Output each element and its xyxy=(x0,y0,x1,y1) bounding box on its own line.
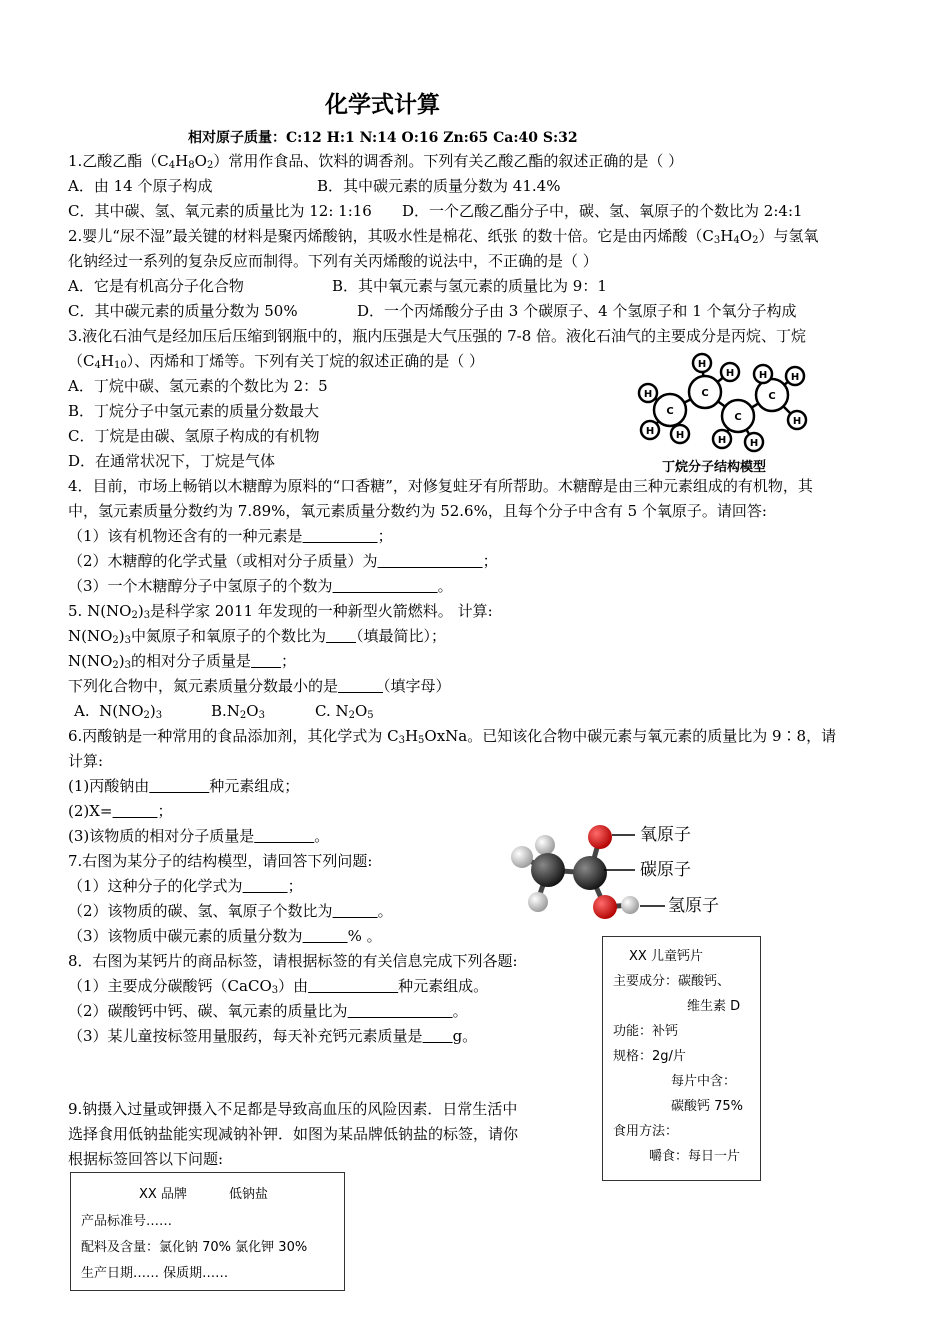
legend-carbon: 碳原子 xyxy=(640,860,691,880)
q7-part1: （1）这种分子的化学式为 ； xyxy=(68,877,303,895)
q7-part3: （3）该物质中碳元素的质量分数为 % 。 xyxy=(68,927,382,945)
q1-option-c: C．其中碳、氢、氧元素的质量比为 12: 1:16 xyxy=(68,202,372,220)
svg-text:H: H xyxy=(675,430,685,441)
q1-option-d: D．一个乙酸乙酯分子中，碳、氢、氧原子的个数比为 2:4:1 xyxy=(402,202,803,220)
svg-text:C: C xyxy=(734,412,742,423)
legend-oxygen: 氧原子 xyxy=(640,825,691,845)
q3-stem-line1: 3.液化石油气是经加压后压缩到钢瓶中的，瓶内压强是大气压强的 7-8 倍。液化石油气的主要成分是丙烷、丁烷 xyxy=(68,327,807,345)
q4-part1: （1）该有机物还含有的一种元素是 ； xyxy=(68,527,393,545)
q2-stem-line1: 2.婴儿“尿不湿”最关键的材料是聚丙烯酸钠，其吸水性是棉花、纸张 的数十倍。它是由丙烯酸$(C_3H_4O_2)$与氢氧 xyxy=(68,227,819,246)
salt-label-date: 生产日期…… 保质期…… xyxy=(81,1266,229,1281)
svg-text:C: C xyxy=(701,388,709,399)
q8-part3: （3）某儿童按标签用量服药，每天补充钙元素质量是 g。 xyxy=(68,1027,478,1045)
q6-stem-line2: 计算: xyxy=(68,752,104,770)
q4-stem-line2: 中，氢元素质量分数约为 7.89%，氧元素质量分数约为 52.6%，且每个分子中含有 5 个氧原子。请回答: xyxy=(68,502,767,520)
svg-text:H: H xyxy=(758,370,768,381)
low-sodium-salt-label xyxy=(70,1172,345,1291)
q9-stem-line1: 9.钠摄入过量或钾摄入不足都是导致高血压的风险因素．日常生活中 xyxy=(68,1100,518,1118)
svg-text:C: C xyxy=(666,406,674,417)
q6-part1: (1)丙酸钠由 种元素组成； xyxy=(68,777,300,795)
calcium-label-main2: 维生素 D xyxy=(687,999,741,1014)
butane-model-caption: 丁烷分子结构模型 xyxy=(662,460,767,475)
q2-stem-line2: 化钠经过一系列的复杂反应而制得。下列有关丙烯酸的说法中，不正确的是（ ） xyxy=(68,252,598,270)
q7-part2: （2）该物质的碳、氢、氧原子个数比为 。 xyxy=(68,902,393,920)
q5-option-a: A. $N(NO_2)_3$ xyxy=(74,702,163,721)
q4-part3: （3）一个木糖醇分子中氢原子的个数为 。 xyxy=(68,577,453,595)
q4-part2: （2）木糖醇的化学式量（或相对分子质量）为 ； xyxy=(68,552,498,570)
svg-text:H: H xyxy=(790,372,800,383)
q7-stem: 7.右图为某分子的结构模型，请回答下列问题: xyxy=(68,852,373,870)
q1-option-b: B．其中碳元素的质量分数为 41.4% xyxy=(317,177,561,195)
svg-text:H: H xyxy=(645,426,655,437)
q2-option-d: D．一个丙烯酸分子由 3 个碳原子、4 个氢原子和 1 个氧分子构成 xyxy=(357,302,797,320)
legend-hydrogen: 氢原子 xyxy=(668,896,719,916)
q5-stem: 5. $N(NO_2)_3$是科学家 2011 年发现的一种新型火箭燃料。 计算: xyxy=(68,602,493,621)
q8-stem: 8．右图为某钙片的商品标签，请根据标签的有关信息完成下列各题: xyxy=(68,952,518,970)
calcium-label-per2: 碳酸钙 75% xyxy=(671,1099,744,1114)
q3-stem-line2: $(C_4H_{10})$、丙烯和丁烯等。下列有关丁烷的叙述正确的是（ ） xyxy=(68,352,484,371)
svg-text:H: H xyxy=(717,435,727,446)
salt-label-name: 低钠盐 xyxy=(229,1187,269,1202)
svg-text:H: H xyxy=(697,359,707,370)
q5-option-b: $B.N_2O_3$ xyxy=(211,702,265,721)
q6-part2: (2)X= ； xyxy=(68,802,173,820)
q1-stem: 1.乙酸乙酯$(C_4H_8O_2)$常用作食品、饮料的调香剂。下列有关乙酸乙酯的叙述正确的是（ ） xyxy=(68,152,684,171)
calcium-label-function: 功能：补钙 xyxy=(613,1024,679,1039)
q2-option-a: A．它是有机高分子化合物 xyxy=(68,277,244,295)
q3-option-a: A．丁烷中碳、氢元素的个数比为 2：5 xyxy=(68,377,328,395)
svg-text:H: H xyxy=(792,416,802,427)
q1-option-a: A．由 14 个原子构成 xyxy=(68,177,213,195)
q6-stem-line1: 6.丙酸钠是一种常用的食品添加剂，其化学式为 $C_3H_5OxNa$。已知该化合物中碳元素与氧元素的质量比为 9∶8，请 xyxy=(68,727,837,746)
atomic-masses: 相对原子质量：C:12 H:1 N:14 O:16 Zn:65 Ca:40 S:32 xyxy=(188,130,578,146)
svg-text:H: H xyxy=(643,389,653,400)
svg-text:H: H xyxy=(725,368,735,379)
q5-part1: $N(NO_2)_3$中氮原子和氧原子的个数比为 （填最简比）； xyxy=(68,627,447,646)
salt-label-standard: 产品标准号…… xyxy=(81,1214,173,1229)
q5-part2: $N(NO_2)_3$的相对分子质量是 ； xyxy=(68,652,297,671)
q2-option-b: B．其中氧元素与氢元素的质量比为 9：1 xyxy=(332,277,607,295)
q3-option-c: C．丁烷是由碳、氢原子构成的有机物 xyxy=(68,427,320,445)
q6-part3: (3)该物质的相对分子质量是 。 xyxy=(68,827,330,845)
calcium-label-per: 每片中含： xyxy=(671,1074,737,1089)
q9-stem-line2: 选择食用低钠盐能实现减钠补钾．如图为某品牌低钠盐的标签，请你 xyxy=(68,1125,519,1143)
q3-option-b: B．丁烷分子中氢元素的质量分数最大 xyxy=(68,402,320,420)
svg-text:C: C xyxy=(768,391,776,402)
salt-label-ingredients: 配料及含量：氯化钠 70% 氯化钾 30% xyxy=(81,1240,308,1255)
calcium-tablet-label xyxy=(602,936,761,1181)
q3-option-d: D．在通常状况下，丁烷是气体 xyxy=(68,452,276,470)
svg-text:H: H xyxy=(749,438,759,449)
salt-label-brand: XX 品牌 xyxy=(139,1187,187,1202)
calcium-label-usage: 食用方法： xyxy=(613,1124,679,1139)
q8-part2: （2）碳酸钙中钙、碳、氧元素的质量比为 。 xyxy=(68,1002,468,1020)
q9-stem-line3: 根据标签回答以下问题: xyxy=(68,1150,224,1168)
q2-option-c: C．其中碳元素的质量分数为 50% xyxy=(68,302,298,320)
calcium-label-spec: 规格：2g/片 xyxy=(613,1049,686,1064)
page-title: 化学式计算 xyxy=(325,92,440,118)
q5-part3: 下列化合物中，氮元素质量分数最小的是 （填字母） xyxy=(68,677,451,695)
q4-stem-line1: 4．目前，市场上畅销以木糖醇为原料的“口香糖”，对修复蛀牙有所帮助。木糖醇是由三种元素组成的有机物，其 xyxy=(68,477,813,495)
q5-option-c: C. $N_2O_5$ xyxy=(315,702,374,721)
calcium-label-main: 主要成分：碳酸钙、 xyxy=(613,974,731,989)
calcium-label-title: XX 儿童钙片 xyxy=(629,949,703,964)
calcium-label-usage2: 嚼食：每日一片 xyxy=(649,1149,741,1164)
q8-part1: （1）主要成分碳酸钙（CaCO$_3$）由 种元素组成。 xyxy=(68,977,489,996)
